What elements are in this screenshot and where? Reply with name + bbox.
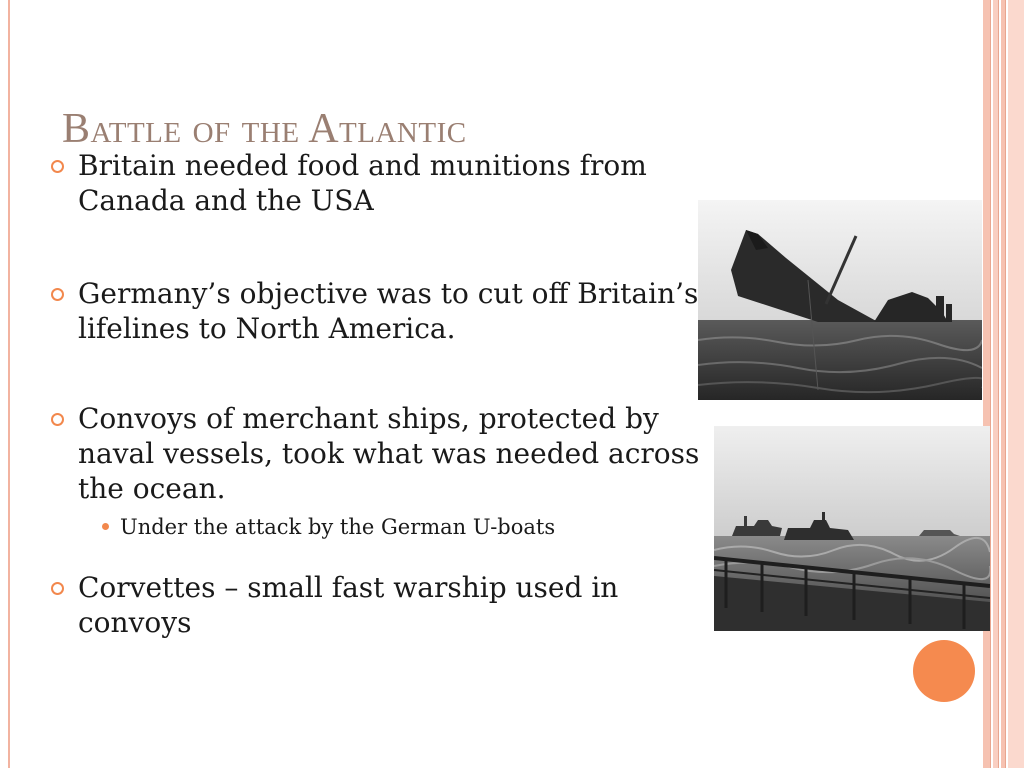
sub-bullet-text: Under the attack by the German U-boats bbox=[120, 515, 556, 539]
bullet-text: Corvettes – small fast warship used in convoys bbox=[78, 571, 619, 639]
right-border-band bbox=[1008, 0, 1024, 768]
slide-title: Battle of the Atlantic bbox=[62, 106, 467, 152]
bullet-item bbox=[48, 570, 728, 640]
convoy-photo bbox=[714, 426, 990, 631]
sinking-ship-illustration bbox=[698, 200, 982, 400]
bullet-ring-icon bbox=[51, 160, 64, 173]
sub-bullet-dot-icon bbox=[102, 523, 109, 530]
bullet-item bbox=[48, 401, 728, 506]
bullet-text: Germany’s objective was to cut off Britain’s lifelines to North America. bbox=[78, 277, 699, 345]
bullet-item bbox=[48, 276, 728, 346]
convoy-illustration bbox=[714, 426, 990, 631]
bullet-list bbox=[48, 148, 728, 640]
bullet-ring-icon bbox=[51, 413, 64, 426]
sub-bullet-item bbox=[48, 512, 728, 542]
bullet-ring-icon bbox=[51, 288, 64, 301]
bullet-item bbox=[48, 148, 728, 218]
decorative-orange-circle bbox=[913, 640, 975, 702]
bullet-ring-icon bbox=[51, 582, 64, 595]
left-border-line bbox=[8, 0, 10, 768]
right-border-line bbox=[990, 0, 991, 768]
bullet-text: Convoys of merchant ships, protected by naval vessels, took what was needed across the ocean. bbox=[78, 402, 700, 505]
right-border-line bbox=[1005, 0, 1006, 768]
sinking-ship-photo bbox=[698, 200, 982, 400]
bullet-text: Britain needed food and munitions from Canada and the USA bbox=[78, 149, 647, 217]
right-border-line bbox=[998, 0, 999, 768]
right-border-band bbox=[983, 0, 990, 768]
